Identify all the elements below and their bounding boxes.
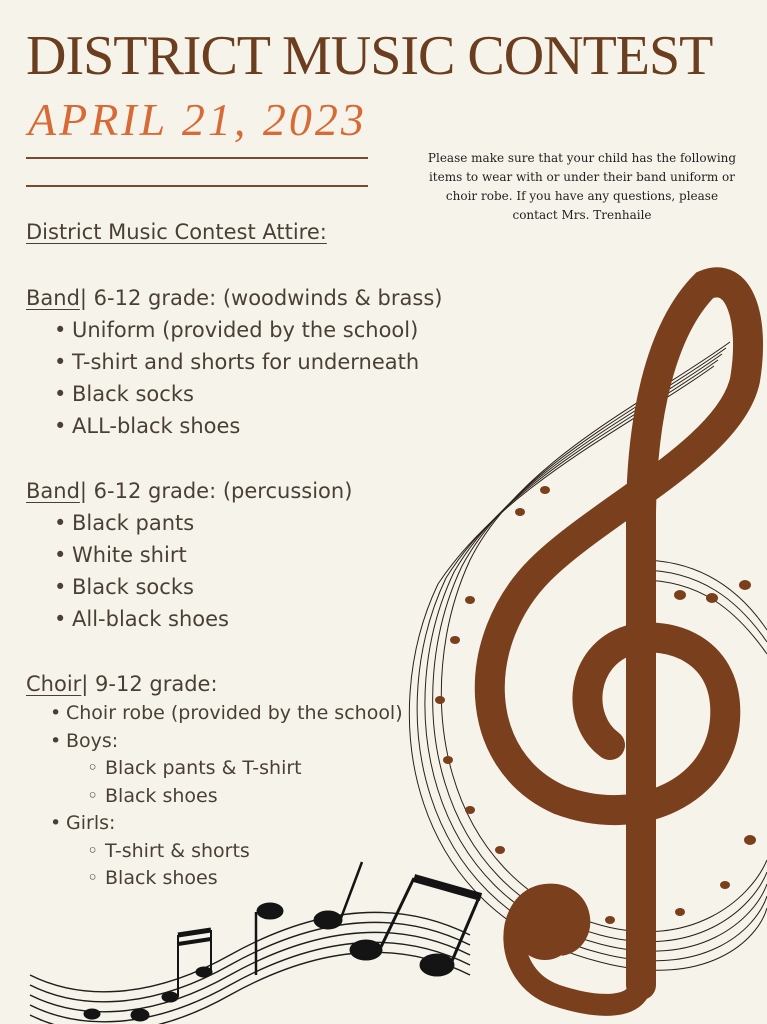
event-date: APRIL 21, 2023	[28, 94, 367, 145]
page-title: DISTRICT MUSIC CONTEST	[26, 25, 713, 87]
section-detail: 6-12 grade: (woodwinds & brass)	[87, 286, 443, 310]
list-item: • Black socks	[26, 378, 442, 410]
section-band-woodwinds-brass	[26, 282, 442, 442]
section-name: Choir	[26, 672, 82, 696]
treble-clef-icon	[490, 282, 748, 985]
section-band-percussion	[26, 475, 352, 635]
parent-note: Please make sure that your child has the following items to wear with or under their band uniform or choir robe. If you have any questions, please contact Mrs. Trenhaile	[427, 151, 737, 222]
sub-list-item: ◦ Black pants & T-shirt	[26, 755, 403, 783]
list-item: • Black socks	[26, 571, 352, 603]
divider-bottom	[26, 185, 368, 187]
section-heading: Choir| 9-12 grade:	[26, 672, 218, 696]
list-item: • Black pants	[26, 507, 352, 539]
section-detail: 6-12 grade: (percussion)	[87, 479, 353, 503]
attire-list	[26, 314, 442, 442]
treble-clef-tail-icon	[514, 895, 641, 1005]
list-item: • Uniform (provided by the school)	[26, 314, 442, 346]
section-heading: Band| 6-12 grade: (woodwinds & brass)	[26, 286, 443, 310]
list-item: • ALL-black shoes	[26, 410, 442, 442]
sub-list-item: ◦ T-shirt & shorts	[26, 838, 403, 866]
sub-list-item: ◦ Black shoes	[26, 783, 403, 811]
section-detail: 9-12 grade:	[88, 672, 218, 696]
attire-list	[26, 507, 352, 635]
attire-list	[26, 700, 403, 893]
list-item: • All-black shoes	[26, 603, 352, 635]
divider-top	[26, 157, 368, 159]
list-item: • T-shirt and shorts for underneath	[26, 346, 442, 378]
list-item: • White shirt	[26, 539, 352, 571]
list-item: • Girls:	[26, 810, 403, 838]
attire-heading: District Music Contest Attire:	[26, 220, 327, 244]
section-heading: Band| 6-12 grade: (percussion)	[26, 479, 353, 503]
bottom-staff-lines	[30, 912, 470, 1024]
section-name: Band	[26, 286, 80, 310]
section-choir	[26, 668, 403, 893]
section-name: Band	[26, 479, 80, 503]
list-item: • Boys:	[26, 728, 403, 756]
list-item: • Choir robe (provided by the school)	[26, 700, 403, 728]
sub-list-item: ◦ Black shoes	[26, 865, 403, 893]
